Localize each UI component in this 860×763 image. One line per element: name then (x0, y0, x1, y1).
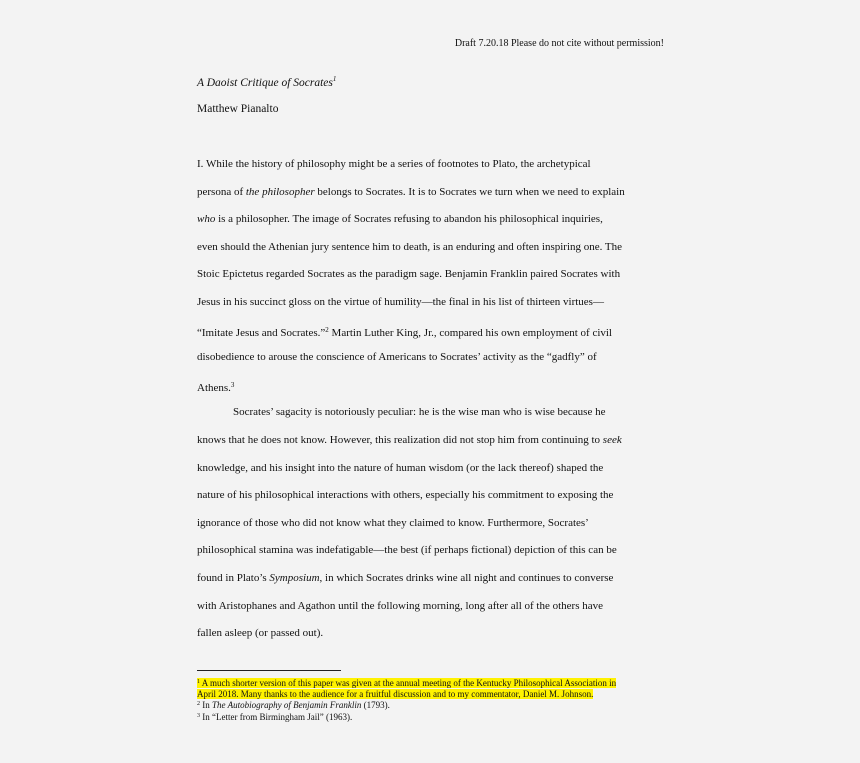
p2-line-8: with Aristophanes and Agathon until the following morning, long after all of the others have (197, 599, 604, 612)
footnote-number: 1 (197, 679, 200, 685)
title-text: A Daoist Critique of Socrates (197, 77, 333, 89)
italic-span: who (197, 213, 216, 226)
p1-line-7 (197, 321, 667, 349)
text-span: (1793). (361, 700, 390, 711)
p2-line-2 (197, 431, 667, 459)
italic-span: Symposium (269, 571, 320, 584)
text-span: A much shorter version of this paper was given at the annual meeting of the Kentucky Philosophical Association in (200, 678, 617, 688)
p1-line-9 (197, 376, 667, 404)
p1-line-1: I. While the history of philosophy might be a series of footnotes to Plato, the archetypical (197, 158, 591, 170)
footnote-1-cont (197, 689, 667, 700)
text-span: Martin Luther King, Jr., compared his own employment of civil (328, 326, 612, 339)
footnotes (197, 677, 667, 722)
footnote-number: 3 (197, 712, 200, 719)
p2-line-9: fallen asleep (or passed out). (197, 627, 324, 640)
italic-span: seek (602, 433, 622, 446)
p1-line-8: disobedience to arouse the conscience of Americans to Socrates’ activity as the “gadfly” of (197, 351, 597, 364)
text-span: Athens. (197, 381, 231, 394)
text-span: knows that he does not know. However, this realization did not stop him from continuing to (197, 433, 603, 446)
p1-line-5: Stoic Epictetus regarded Socrates as the paradigm sage. Benjamin Franklin paired Socrates with (197, 268, 621, 281)
italic-span: The Autobiography of Benjamin Franklin (212, 700, 362, 711)
draft-notice: Draft 7.20.18 Please do not cite without permission! (454, 38, 664, 49)
p1-line-6: Jesus in his succinct gloss on the virtue of humility—the final in his list of thirteen virtues— (197, 295, 604, 308)
p2-line-1: Socrates’ sagacity is notoriously peculiar: he is the wise man who is wise because he (233, 406, 606, 419)
highlighted-text: April 2018. Many thanks to the audience for a fruitful discussion and to my commentator, Daniel M. Johnson. (197, 688, 594, 699)
p2-line-6: philosophical stamina was indefatigable—the best (if perhaps fictional) depiction of this can be (197, 544, 617, 557)
footnote-2 (197, 699, 667, 711)
p2-line-3: knowledge, and his insight into the nature of human wisdom (or the lack thereof) shaped the (197, 461, 604, 474)
text-span: In “Letter from Birmingham Jail” (1963). (200, 711, 353, 722)
text-span: “Imitate Jesus and Socrates.” (197, 326, 326, 339)
author-name: Matthew Pianalto (197, 103, 279, 115)
text-span: , in which Socrates drinks wine all night and continues to converse (319, 571, 614, 584)
p1-line-3 (197, 210, 667, 238)
text-span: persona of (197, 185, 246, 198)
p2-line-7 (197, 569, 667, 597)
text-span: is a philosopher. The image of Socrates refusing to abandon his philosophical inquiries, (215, 213, 603, 226)
footnote-3 (197, 711, 667, 723)
footnote-mark-3[interactable]: 3 (230, 380, 235, 389)
body-text (197, 155, 667, 652)
highlighted-text (197, 678, 616, 688)
p1-line-4: even should the Athenian jury sentence him to death, is an enduring and often inspiring one. The (197, 240, 623, 253)
text-span: belongs to Socrates. It is to Socrates we turn when we need to explain (314, 185, 625, 198)
italic-span: the philosopher (245, 185, 315, 198)
footnote-divider (197, 670, 341, 671)
title-footnote-mark[interactable]: 1 (332, 75, 337, 83)
footnote-number: 2 (197, 701, 200, 708)
p2-line-4: nature of his philosophical interactions with others, especially his commitment to exposing the (197, 489, 614, 502)
footnote-mark-2[interactable]: 2 (325, 325, 329, 334)
p2-line-5: ignorance of those who did not know what they claimed to know. Furthermore, Socrates’ (197, 516, 589, 529)
p1-line-2 (197, 183, 667, 211)
footnote-1 (197, 677, 667, 689)
text-span: In (200, 700, 212, 711)
text-span: found in Plato’s (197, 571, 270, 584)
paper-title (197, 75, 336, 89)
